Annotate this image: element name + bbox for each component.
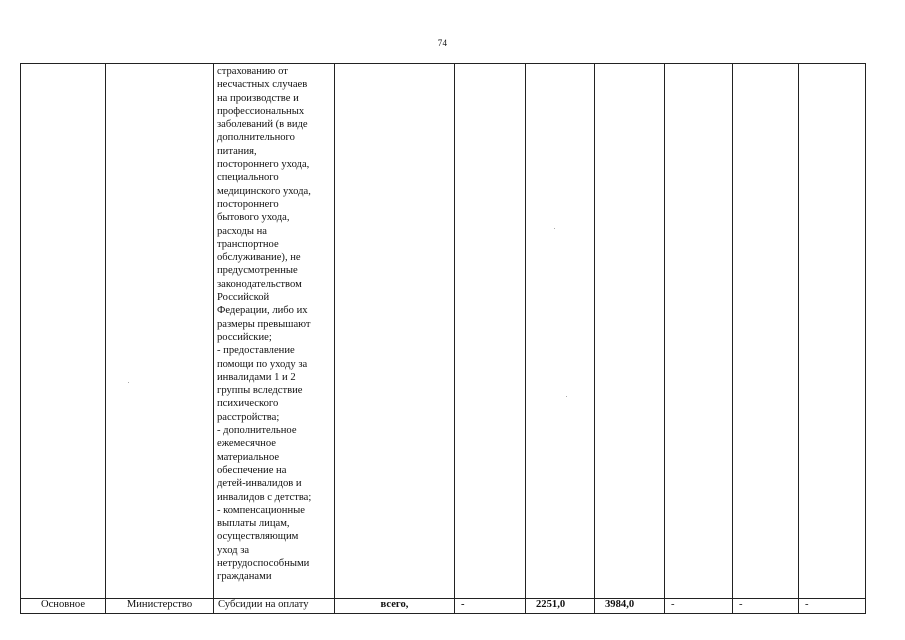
cell-description: Субсидии на оплату <box>214 599 335 614</box>
description-line: - предоставление <box>217 345 295 357</box>
description-line: - дополнительное <box>217 425 297 437</box>
description-line: обслуживание), не <box>217 252 301 264</box>
description-line: дополнительного <box>217 132 295 144</box>
cell-funding-source: всего, <box>335 599 455 614</box>
cell-year-1: - <box>455 599 526 614</box>
cell-year-3 <box>595 64 665 599</box>
description-line: страхованию от <box>217 66 288 77</box>
cell-year-5: - <box>733 599 799 614</box>
description-line: питания, <box>217 145 257 157</box>
description-line: гражданами <box>217 571 272 583</box>
description-line: - компенсационные <box>217 504 305 516</box>
description-line: несчастных случаев <box>217 79 308 91</box>
description-line: российские; <box>217 331 272 343</box>
description-line: постороннего ухода, <box>217 159 310 171</box>
description-line: группы вследствие <box>217 385 303 397</box>
cell-year-4: - <box>665 599 733 614</box>
description-line: постороннего <box>217 198 279 210</box>
description-line: инвалидов с детства; <box>217 491 312 503</box>
description-line: транспортное <box>217 238 279 250</box>
cell-year-3: 3984,0 <box>595 599 665 614</box>
description-line: на производстве и <box>217 92 299 104</box>
description-line: психического <box>217 398 279 410</box>
description-line: инвалидами 1 и 2 <box>217 371 296 383</box>
cell-status: Основное <box>21 599 106 614</box>
cell-year-1 <box>455 64 526 599</box>
description-line: специального <box>217 172 279 184</box>
description-line: материальное <box>217 451 280 463</box>
cell-funding-source <box>335 64 455 599</box>
description-line: уход за <box>217 544 250 556</box>
scan-speck <box>554 228 555 229</box>
description-line: расходы на <box>217 225 267 237</box>
description-line: профессиональных <box>217 105 305 117</box>
cell-description <box>214 64 335 599</box>
cell-year-5 <box>733 64 799 599</box>
description-line: Российской <box>217 292 270 304</box>
description-line: ежемесячное <box>217 438 276 450</box>
description-line: медицинского ухода, <box>217 185 311 197</box>
description-line: заболеваний (в виде <box>217 119 308 131</box>
cell-year-2: 2251,0 <box>526 599 595 614</box>
description-line: нетрудоспособными <box>217 557 310 569</box>
description-line: осуществляющим <box>217 531 299 543</box>
description-line: обеспечение на <box>217 464 287 476</box>
description-line: Федерации, либо их <box>217 305 308 317</box>
cell-executor: Министерство <box>106 599 214 614</box>
scan-speck <box>128 382 129 383</box>
page-number: 74 <box>437 38 448 48</box>
budget-table <box>20 63 866 614</box>
table-row <box>21 599 866 614</box>
description-line: помощи по уходу за <box>217 358 308 370</box>
description-line: бытового ухода, <box>217 212 290 224</box>
scan-speck <box>566 396 567 397</box>
cell-year-4 <box>665 64 733 599</box>
description-line: предусмотренные <box>217 265 298 277</box>
cell-year-6 <box>799 64 866 599</box>
description-line: выплаты лицам, <box>217 518 290 530</box>
description-line: детей-инвалидов и <box>217 478 302 490</box>
cell-executor <box>106 64 214 599</box>
table-row-continued <box>21 64 866 599</box>
cell-year-6: - <box>799 599 866 614</box>
cell-year-2 <box>526 64 595 599</box>
cell-status <box>21 64 106 599</box>
description-line: размеры превышают <box>217 318 311 330</box>
description-line: законодательством <box>217 278 302 290</box>
description-line: расстройства; <box>217 411 280 423</box>
